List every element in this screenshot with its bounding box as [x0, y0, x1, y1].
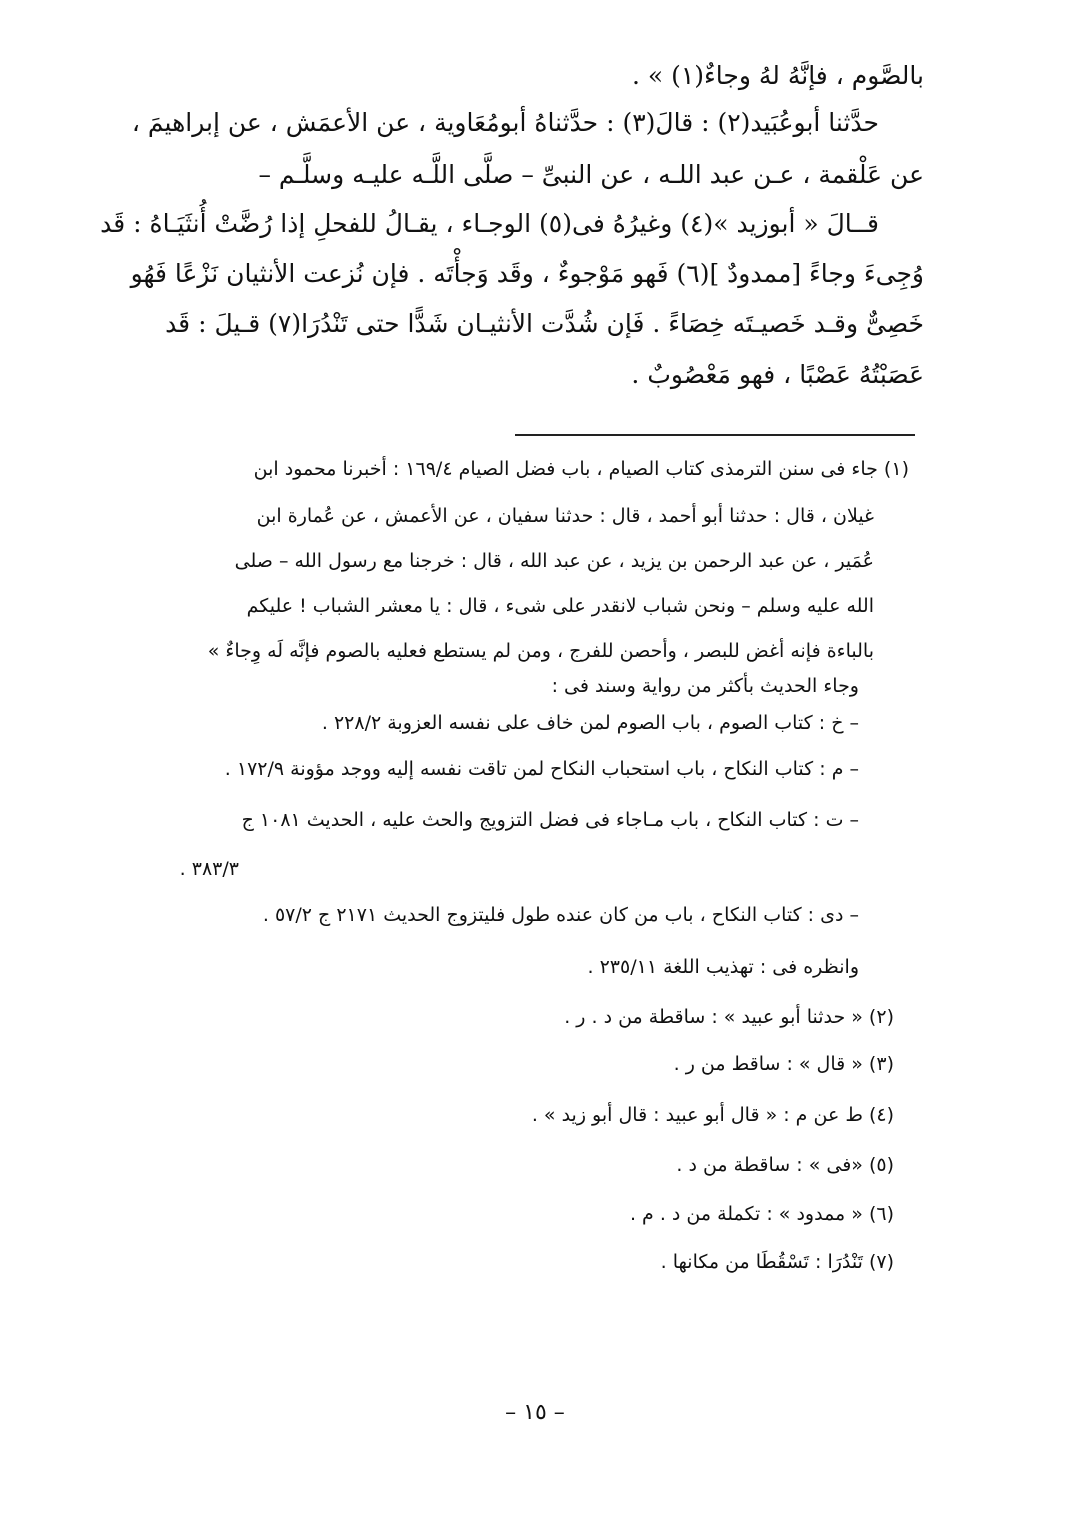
footnote-line: وانظره فى : تهذيب اللغة ٢٣٥/١١ .	[587, 956, 859, 978]
footnote-line: ٣٨٣/٣ .	[179, 858, 239, 880]
footnote-line: بالباءة فإنه أغض للبصر ، وأحصن للفرج ، ومن لم يستطع فعليه بالصوم فإنَّه لَه وِجاءٌ »	[207, 640, 874, 662]
page-number: – ١٥ –	[505, 1400, 565, 1425]
main-line-2: حدَّثنا أبوعُبَيد(٢) : قالَ(٣) : حدَّثناهُ أبومُعَاوية ، عن الأعمَش ، عن إبراهيمَ ،	[131, 108, 879, 137]
footnote-line: – م : كتاب النكاح ، باب استحباب النكاح لمن تاقت نفسه إليه ووجد مؤونة ١٧٢/٩ .	[224, 758, 859, 780]
main-line-3: عن عَلْقمة ، عـن عبد اللـه ، عن النبىِّ – صلَّى اللَّـه عليـه وسلَّـم –	[258, 160, 924, 189]
footnote-line: (١) جاء فى سنن الترمذى كتاب الصيام ، باب فضل الصيام ١٦٩/٤ : أخبرنا محمود ابن	[253, 458, 909, 480]
footnote-line: – خ : كتاب الصوم ، باب الصوم لمن خاف على نفسه العزوبة ٢٢٨/٢ .	[321, 712, 859, 734]
footnote-line: (٤) ط عن م : « قال أبو عبيد : قال أبو زيد » .	[531, 1104, 894, 1126]
footnote-line: (٥) «فى » : ساقطة من د .	[676, 1154, 894, 1176]
footnote-line: غيلان ، قال : حدثنا أبو أحمد ، قال : حدثنا سفيان ، عن الأعمش ، عن عُمارة ابن	[256, 505, 874, 527]
footnote-line: (٢) « حدثنا أبو عبيد » : ساقطة من د . ر .	[564, 1006, 894, 1028]
footnote-line: (٧) تَنْدُرَا : تَسْقُطَا من مكانها .	[660, 1251, 894, 1273]
footnote-separator	[515, 434, 915, 436]
footnote-line: عُمَير ، عن عبد الرحمن بن يزيد ، عن عبد الله ، قال : خرجنا مع رسول الله – صلى	[234, 550, 874, 572]
footnote-line: (٦) « ممدود » : تكملة من د . م .	[629, 1203, 894, 1225]
footnote-line: الله عليه وسلم – ونحن شباب لانقدر على شىء ، قال : يا معشر الشباب ! عليكم	[246, 595, 874, 617]
footnote-line: – دى : كتاب النكاح ، باب من كان عنده طول فليتزوج الحديث ٢١٧١ ج ٥٧/٢ .	[262, 904, 859, 926]
main-line-5: وُجِىءَ وجاءً [ممدودٌ ](٦) فَهو مَوْجوءٌ ، وقَد وَجأْتَه . فإن نُزعت الأنثيان نَزْعًا فَهُو	[130, 259, 924, 288]
footnote-line: وجاء الحديث بأكثر من رواية وسند فى :	[551, 675, 859, 697]
footnote-line: (٣) « قال » : ساقط من ر .	[673, 1053, 894, 1075]
main-line-1: بالصَّوم ، فإنَّهُ لهُ وجاءٌ(١) » .	[631, 61, 924, 90]
main-line-4: قــالَ « أبوزيد »(٤) وغيرُهُ فى(٥) الوجـاء ، يقـالُ للفحلِ إذا رُضَّتْ أُنثَيَـاهُ : قَد	[100, 209, 879, 238]
footnote-line: – ت : كتاب النكاح ، باب مـاجاء فى فضل التزويج والحث عليه ، الحديث ١٠٨١ ج	[241, 809, 859, 831]
main-line-6: خَصِىٌّ وقـد خَصيـتَه خِصَاءً . فَإن شُدَّت الأنثيـان شَدًّا حتى تَنْدُرَا(٧) قـيلَ : قَد	[165, 309, 924, 338]
main-line-7: عَصَبْتُهُ عَصْبًا ، فهو مَعْصُوبٌ .	[631, 360, 924, 389]
